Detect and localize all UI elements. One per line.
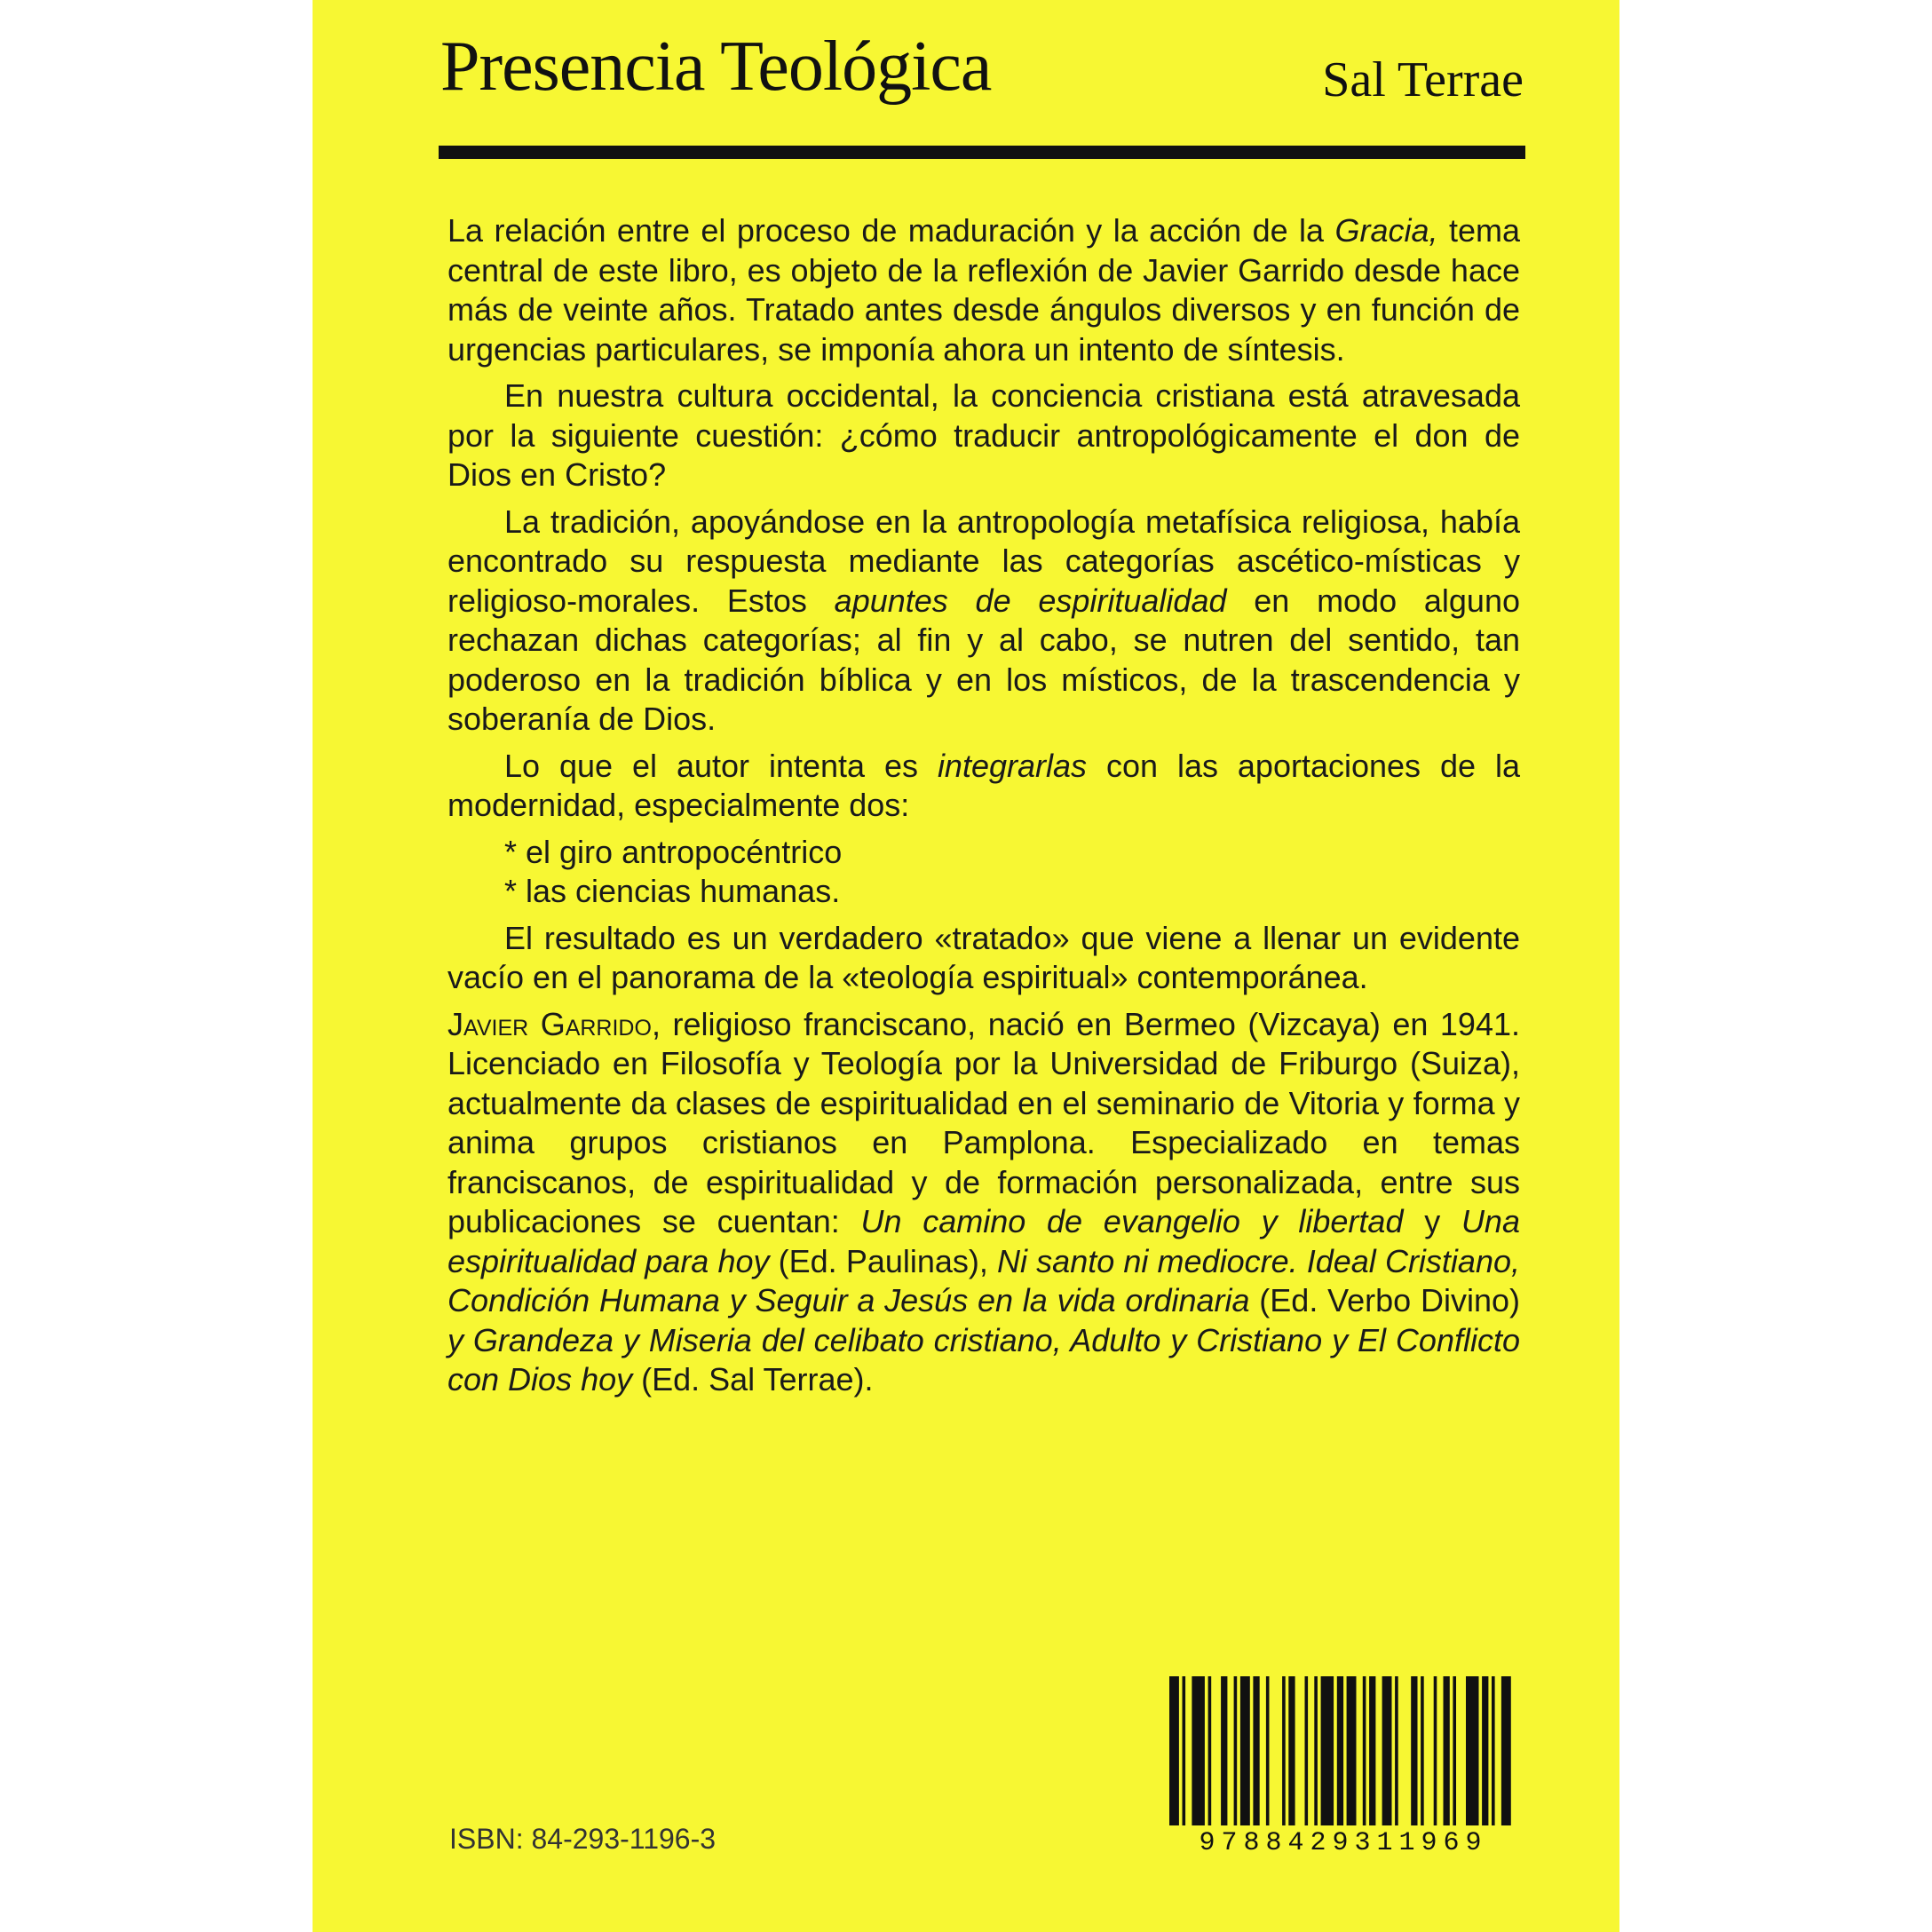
paragraph-4: Lo que el autor intenta es integrarlas con las aportaciones de la modernidad, especialmente dos: [447,747,1520,823]
book-back-cover [313,0,1619,1932]
barcode-bar [1395,1676,1398,1834]
publisher-name: Sal Terrae [1322,52,1524,107]
paragraph-5: El resultado es un verdadero «tratado» que viene a llenar un evidente vacío en el panorama de la «teología espiritual» contemporánea. [447,919,1520,995]
series-title: Presencia Teológica [440,28,992,106]
list [447,833,1520,912]
barcode-bar [1363,1676,1366,1834]
barcode-bar [1208,1676,1212,1834]
paragraph-2: En nuestra cultura occidental, la conciencia cristiana está atravesada por la siguiente cuestión: ¿cómo traducir antropológicamente el don de Dios en Cristo? [447,377,1520,493]
barcode-bars [1162,1676,1524,1834]
barcode-bar [1288,1676,1295,1834]
barcode-bar [1183,1676,1186,1834]
barcode-bar [1169,1676,1179,1834]
barcode-bar [1305,1676,1309,1834]
barcode-bar [1444,1676,1450,1834]
paragraph-3: La tradición, apoyándose en la antropología metafísica religiosa, había encontrado su respuesta mediante las categorías ascético-místicas y religioso-morales. Estos apuntes de espiritualidad en modo alguno rechazan dichas categorías; al fin y al cabo, se nutren del sentido, tan poderoso en la tradición bíblica y en los místicos, de la trascendencia y soberanía de Dios. [447,503,1520,737]
barcode-bar [1434,1676,1437,1834]
isbn-label: ISBN: 84-293-1196-3 [449,1823,717,1855]
header-rule [439,146,1525,159]
barcode-bar [1314,1676,1318,1834]
paragraph-1: La relación entre el proceso de maduración y la acción de la Gracia, tema central de este libro, es objeto de la reflexión de Javier Garrido desde hace más de veinte años. Tratado antes desde ángulos diversos y en función de urgencias particulares, se imponía ahora un intento de síntesis. [447,212,1520,368]
barcode-bar [1321,1676,1334,1834]
barcode-bar [1192,1676,1205,1834]
barcode-bar [1282,1676,1286,1834]
barcode-bar [1421,1676,1424,1834]
barcode-bar [1482,1676,1488,1834]
list-item: * el giro antropocéntrico [504,833,843,870]
author-bio: Javier Garrido, religioso franciscano, nació en Bermeo (Vizcaya) en 1941. Licenciado en Filosofía y Teología por la Universidad de Friburgo (Suiza), actualmente da clases de espiritualidad en el seminario de Vitoria y forma y anima grupos cristianos en Pamplona. Especializado en temas franciscanos, de espiritualidad y de formación personalizada, entre sus publicaciones se cuentan: Un camino de evangelio y libertad y Una espiritualidad para hoy (Ed. Paulinas), Ni santo ni mediocre. Ideal Cristiano, Condición Humana y Seguir a Jesús en la vida ordinaria (Ed. Verbo Divino) y Grandeza y Miseria del celibato cristiano, Adulto y Cristiano y El Conflicto con Dios hoy (Ed. Sal Terrae). [447,1005,1520,1398]
list-item: * las ciencias humanas. [504,873,841,909]
barcode-bar [1347,1676,1357,1834]
barcode-bar [1466,1676,1479,1834]
barcode-bar [1234,1676,1238,1834]
barcode-bar [1492,1676,1495,1834]
barcode-bar [1337,1676,1343,1834]
barcode [1162,1676,1524,1865]
barcode-bar [1221,1676,1227,1834]
blurb-text [447,211,1520,1407]
barcode-bar [1369,1676,1375,1834]
barcode-bar [1453,1676,1456,1834]
barcode-bar [1266,1676,1270,1834]
barcode-bar [1240,1676,1250,1834]
barcode-bar [1501,1676,1511,1834]
barcode-bar [1253,1676,1259,1834]
barcode-bar [1382,1676,1392,1834]
barcode-bar [1411,1676,1417,1834]
barcode-digits: 9788429311969 [1162,1825,1524,1861]
author-name: Javier Garrido [447,1005,652,1042]
